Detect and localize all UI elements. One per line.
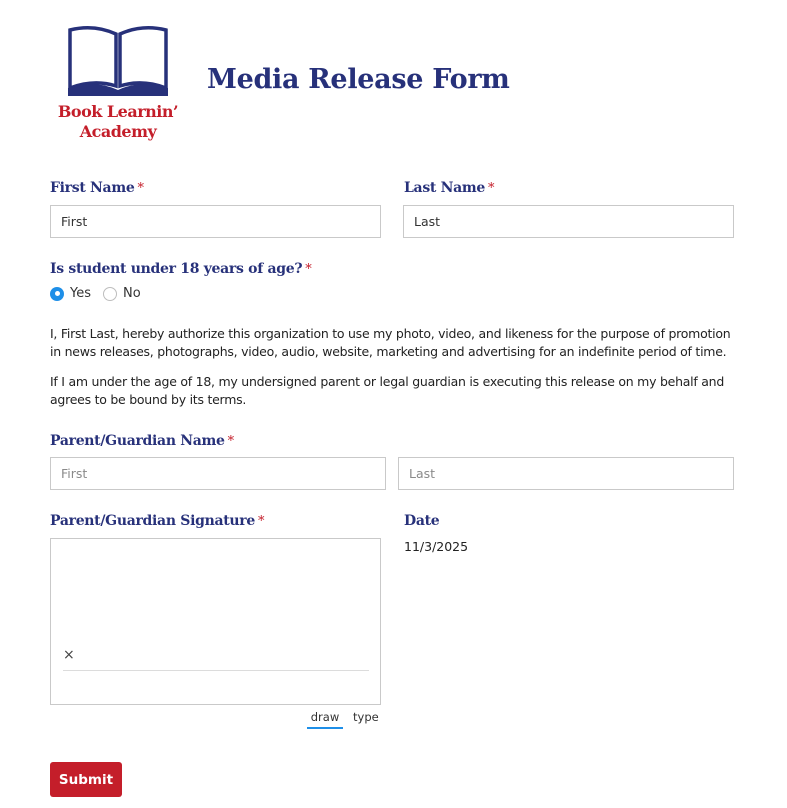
minor-paragraph: If I am under the age of 18, my undersigned parent or legal guardian is executing this release on my behalf and agrees to be bound by its terms. bbox=[50, 374, 725, 407]
signature-tab-type[interactable]: type bbox=[353, 710, 379, 724]
last-name-input[interactable] bbox=[403, 205, 734, 238]
guardian-name-label bbox=[50, 433, 234, 449]
authorization-paragraph: I, First Last, hereby authorize this organization to use my photo, video, and likeness for the purpose of promotion in news releases, photographs, video, audio, website, marketing and advertising for an indefinite period of time. bbox=[50, 326, 731, 359]
guardian-signature-label-text: Parent/Guardian Signature bbox=[50, 513, 255, 529]
required-marker: * bbox=[305, 262, 312, 277]
last-name-label-text: Last Name bbox=[404, 180, 486, 196]
first-name-input[interactable] bbox=[50, 205, 381, 238]
under-18-label-text: Is student under 18 years of age? bbox=[50, 261, 303, 277]
radio-yes-label[interactable]: Yes bbox=[70, 286, 91, 301]
date-value: 11/3/2025 bbox=[404, 539, 469, 554]
guardian-last-name-input[interactable] bbox=[398, 457, 734, 490]
radio-no-label[interactable]: No bbox=[123, 286, 141, 301]
guardian-signature-label bbox=[50, 513, 264, 529]
required-marker: * bbox=[257, 514, 265, 529]
under-18-label bbox=[50, 261, 311, 277]
under-18-radio-group bbox=[50, 286, 153, 301]
last-name-label bbox=[404, 180, 494, 196]
required-marker: * bbox=[488, 181, 495, 196]
logo-text bbox=[50, 102, 186, 142]
logo-line-1: Book Learnin’ bbox=[57, 102, 179, 121]
signature-x-icon: × bbox=[63, 647, 75, 663]
required-marker: * bbox=[227, 434, 234, 449]
first-name-label bbox=[50, 180, 144, 196]
required-marker: * bbox=[137, 181, 144, 196]
logo bbox=[50, 22, 190, 147]
radio-no[interactable] bbox=[103, 287, 117, 301]
page-title: Media Release Form bbox=[207, 64, 510, 95]
first-name-label-text: First Name bbox=[50, 180, 135, 196]
signature-pad[interactable] bbox=[50, 538, 381, 705]
guardian-name-label-text: Parent/Guardian Name bbox=[50, 433, 225, 449]
logo-line-2: Academy bbox=[79, 122, 157, 141]
signature-baseline bbox=[63, 670, 369, 671]
guardian-first-name-input[interactable] bbox=[50, 457, 386, 490]
radio-yes[interactable] bbox=[50, 287, 64, 301]
open-book-icon bbox=[66, 24, 170, 98]
submit-button[interactable]: Submit bbox=[50, 762, 122, 797]
date-label: Date bbox=[404, 513, 440, 529]
signature-tab-draw[interactable]: draw bbox=[307, 710, 343, 729]
